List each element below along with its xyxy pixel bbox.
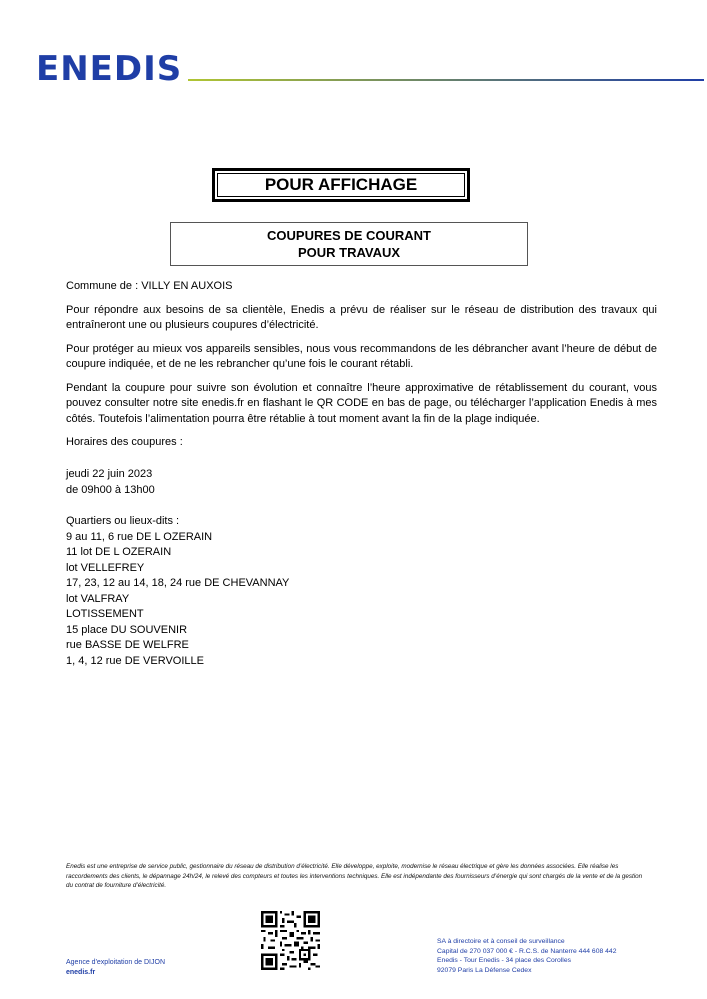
- list-item: lot VELLEFREY: [66, 561, 145, 574]
- notice-body: [66, 279, 657, 459]
- commune-line: Commune de : VILLY EN AUXOIS: [66, 280, 233, 292]
- title-label: POUR AFFICHAGE: [217, 173, 465, 197]
- paragraph: Pour protéger au mieux vos appareils sensibles, nous vous recommandons de les débrancher avant l’heure de début de coupure indiquée, et de ne les rebrancher qu’une fois le courant rétabli.: [66, 342, 657, 370]
- subtitle-line2: POUR TRAVAUX: [297, 245, 401, 260]
- subtitle-line1: COUPURES DE COURANT: [267, 228, 431, 243]
- list-item: rue BASSE DE WELFRE: [66, 639, 189, 651]
- company-line: 92079 Paris La Défense Cedex: [437, 967, 532, 975]
- list-item: 9 au 11, 6 rue DE L OZERAIN: [66, 530, 213, 543]
- qr-code-icon[interactable]: [261, 911, 320, 970]
- list-item: lot VALFRAY: [66, 592, 130, 605]
- agency-name: Agence d'exploitation de DIJON: [66, 959, 166, 966]
- places-label: Quartiers ou lieux-dits :: [66, 515, 180, 527]
- footer-disclaimer: Enedis est une entreprise de service public, gestionnaire du réseau de distribution d’électricité. Elle développe, exploite, modernise le réseau électrique et gère les données associées. Elle réalise les raccordements des clients, le dépannage 24h/24, le relevé des compteurs et toutes les interventions techniques. Elle est indépendante des fournisseurs d’énergie qui sont chargés de la vente et de la gestion du contrat de fourniture d’électricité.: [66, 863, 643, 889]
- list-item: 17, 23, 12 au 14, 18, 24 rue DE CHEVANNAY: [66, 577, 290, 589]
- list-item: 1, 4, 12 rue DE VERVOILLE: [66, 654, 204, 667]
- subtitle-box: [170, 222, 528, 266]
- header-rule: [188, 79, 704, 81]
- places-list: [66, 514, 289, 669]
- company-line: Enedis - Tour Enedis - 34 place des Corolles: [437, 957, 571, 965]
- paragraph: Pour répondre aux besoins de sa clientèle, Enedis a prévu de réaliser sur le réseau de distribution des travaux qui entraîneront une ou plusieurs coupures d’électricité.: [66, 303, 657, 331]
- schedule-time: de 09h00 à 13h00: [66, 483, 155, 496]
- enedis-logo: ENEDIS: [36, 49, 183, 89]
- paragraph: Pendant la coupure pour suivre son évolution et connaître l’heure approximative de rétablissement du courant, vous pouvez consulter notre site enedis.fr en flashant le QR CODE en bas de page, ou télécharger l’application Enedis à mes côtés. Toutefois l’alimentation pourra être rétablie à tout moment avant la fin de la plage indiquée.: [66, 381, 657, 425]
- title-box: [212, 168, 470, 202]
- horaires-label: Horaires des coupures :: [66, 436, 183, 448]
- schedule: [66, 467, 155, 498]
- list-item: LOTISSEMENT: [66, 608, 144, 620]
- company-line: SA à directoire et à conseil de surveillance: [437, 938, 565, 945]
- company-line: Capital de 270 037 000 € - R.C.S. de Nanterre 444 608 442: [437, 947, 617, 955]
- footer-agency: [66, 958, 165, 978]
- schedule-date: jeudi 22 juin 2023: [66, 468, 153, 480]
- list-item: 11 lot DE L OZERAIN: [66, 546, 172, 558]
- company-info: [437, 937, 616, 976]
- list-item: 15 place DU SOUVENIR: [66, 623, 188, 636]
- website-link[interactable]: enedis.fr: [66, 969, 96, 976]
